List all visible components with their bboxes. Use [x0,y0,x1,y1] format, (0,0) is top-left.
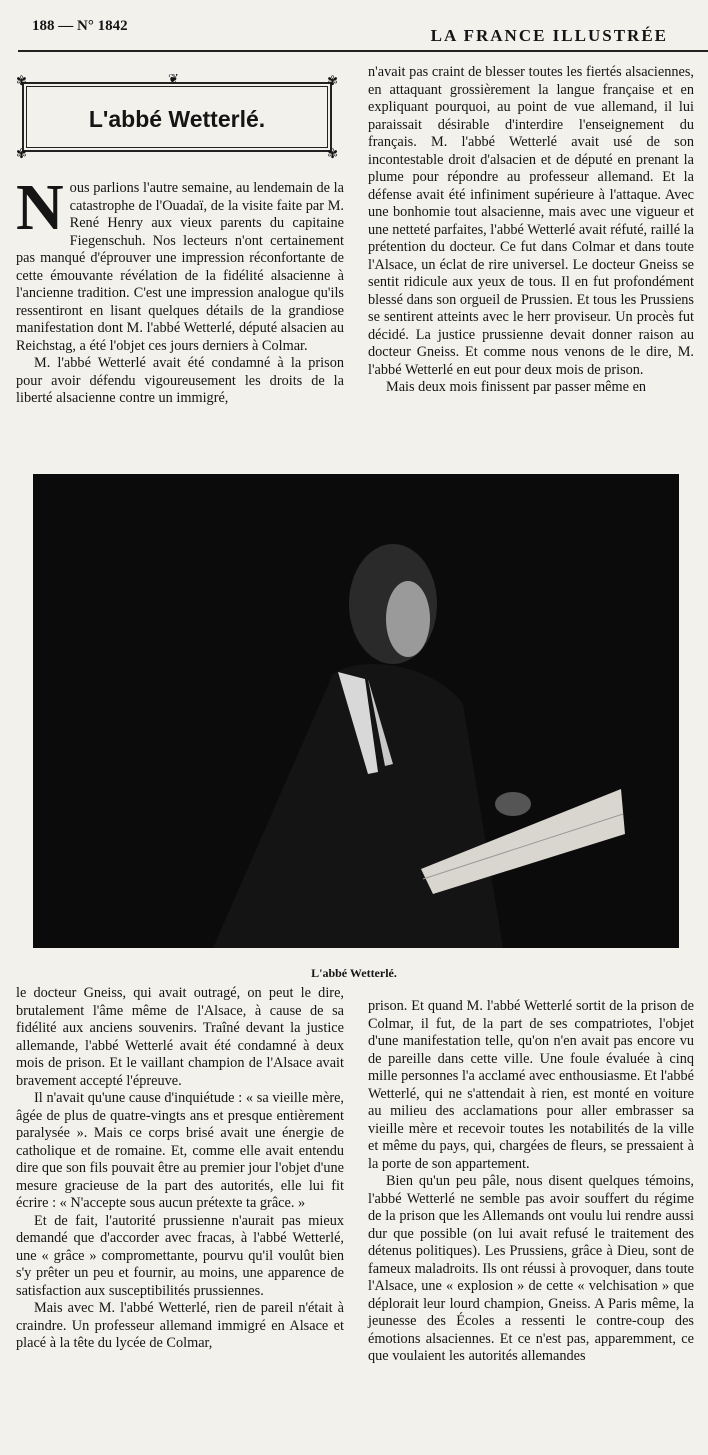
corner-ornament-icon: ✾ [327,73,338,88]
paragraph: M. l'abbé Wetterlé avait été condamné à la prison pour avoir défendu vigoureusement les droits de la liberté alsacienne contre un immigré, [16,355,344,406]
paragraph [16,171,344,355]
paragraph: prison. Et quand M. l'abbé Wetterlé sortit de la prison de Colmar, il fut, de la part de ses compatriotes, l'objet d'une manifestation telle, qu'on n'en avait pas encore vu de pareille dans cette ville. Une foule évaluée à cinq mille personnes l'a acclamé avec enthousiasme. Et l'abbé Wetterlé, qui ne s'attendait à rien, est monté en voiture au milieu des acclamations pour aller embrasser sa vieille mère et recevoir toutes les notabilités de la ville et même du pays, qui, chargées de fleurs, se pressaient à la porte de son appartement. [368,998,694,1172]
photo-caption: L'abbé Wetterlé. [311,966,397,980]
paragraph: Et de fait, l'autorité prussienne n'aurait pas mieux demandé que d'accorder avec fracas, à l'abbé Wetterlé, une « grâce » compromettante, pourvu qu'il voulût bien s'y prêter un peu et fournir, au moins, une apparence de satisfaction aux susceptibilités prussiennes. [16,1212,344,1299]
column-2 [368,64,694,397]
header-rule [18,50,708,52]
paragraph-text: ous parlions l'autre semaine, au lendemain de la catastrophe de l'Ouadaï, de la visite faite par M. René Henry aux vieux parents du capitaine Fiegenschuh. Nos lecteurs n'ont certainement pas manqué d'éprouver une impression réconfortante de cette émouvante révélation de la fidélité alsacienne à l'ancienne tradition. C'est une impression analogue qu'ils ressentiront en lisant quelques détails de la grandiose manifestation dont M. l'abbé Wetterlé, député alsacien au Reichstag, a été l'objet ces jours derniers à Colmar. [16,180,344,354]
column-3 [16,985,344,1353]
corner-ornament-icon: ✾ [16,146,27,161]
top-ornament-icon: ❦ [168,71,179,86]
paragraph: n'avait pas craint de blesser toutes les fiertés alsaciennes, en attaquant grossièrement la langue française et en expliquant pourquoi, au point de vue allemand, il lui paraissait désirable d'interdire l'enseignement du français. M. l'abbé Wetterlé avait usé de son incontestable droit d'alsacien et de député en prenant la plume pour répondre au professeur allemand. Et la défense avait été infiniment supérieure à l'attaque. Avec une bonhomie tout alsacienne, mais avec une vigueur et une netteté parfaites, l'abbé Wetterlé avait réfuté, raillé la prétention du docteur. Ce fut dans Colmar et dans toute l'Alsace, un éclat de rire universel. Le docteur Gneiss se sentit ridicule aux yeux de tous. Il en fut profondément blessé dans son orgueil de Prussien. Et tous les Prussiens se sentirent atteints avec le herr proviseur. Un procès fut décidé. La justice prussienne devait donner raison au docteur Gneiss. Et comme nous venons de le dire, M. l'abbé Wetterlé en eut pour deux mois de prison. [368,64,694,378]
corner-ornament-icon: ✾ [16,73,27,88]
drop-cap: N [16,171,64,244]
paragraph: Mais avec M. l'abbé Wetterlé, rien de pareil n'était à craindre. Un professeur allemand immigré en Alsace et placé à la tête du lycée de Colmar, [16,1300,344,1351]
paragraph: Mais deux mois finissent par passer même en [386,379,647,395]
article-title: L'abbé Wetterlé. [88,106,266,132]
title-frame [16,72,338,160]
journal-title: LA FRANCE ILLUSTRÉE [430,26,668,45]
paragraph: Il n'avait qu'une cause d'inquiétude : « sa vieille mère, âgée de plus de quatre-vingts ans et presque entièrement paralysée ». Mais ce corps brisé avait une énergie de catholique et de romaine. Et, comme elle avait entendu dire que son fils pouvait être au premier jour l'objet d'une mesure gracieuse de la part des autorités, elle lui fit écrire : « N'accepte sous aucun prétexte ta grâce. » [16,1090,344,1211]
paragraph: le docteur Gneiss, qui avait outragé, on peut le dire, brutalement l'âme même de l'Alsace, à cause de sa fidélité aux anciens souvenirs. Traîné devant la justice allemande, l'abbé Wetterlé avait été condamné à deux mois de prison. Et le vaillant champion de l'Alsace avait bravement accepté l'épreuve. [16,985,344,1089]
paragraph: Bien qu'un peu pâle, nous disent quelques témoins, l'abbé Wetterlé ne semble pas avoir souffert du régime de la prison que les Allemands ont voulu lui rendre aussi dur que possible (on lui avait refusé le traitement des détenus politiques). Les Prussiens, grâce à Dieu, sont de fameux maladroits. Ils ont réussi à provoquer, dans toute l'Alsace, une « explosion » de cette « velchisation » que déplorait leur lourd champion, Gneiss. A Paris même, la jeunesse des Écoles a ressenti le contre-coup des émotions alsaciennes. Et ce n'est pas, apparemment, ce que voulaient les autorités allemandes [368,1173,694,1364]
portrait-photo [33,474,679,948]
column-1 [16,171,344,408]
column-4 [368,998,694,1366]
portrait-illustration [33,474,679,948]
corner-ornament-icon: ✾ [327,146,338,161]
page-header [18,12,698,45]
page-folio: 188 — N° 1842 [32,18,128,34]
